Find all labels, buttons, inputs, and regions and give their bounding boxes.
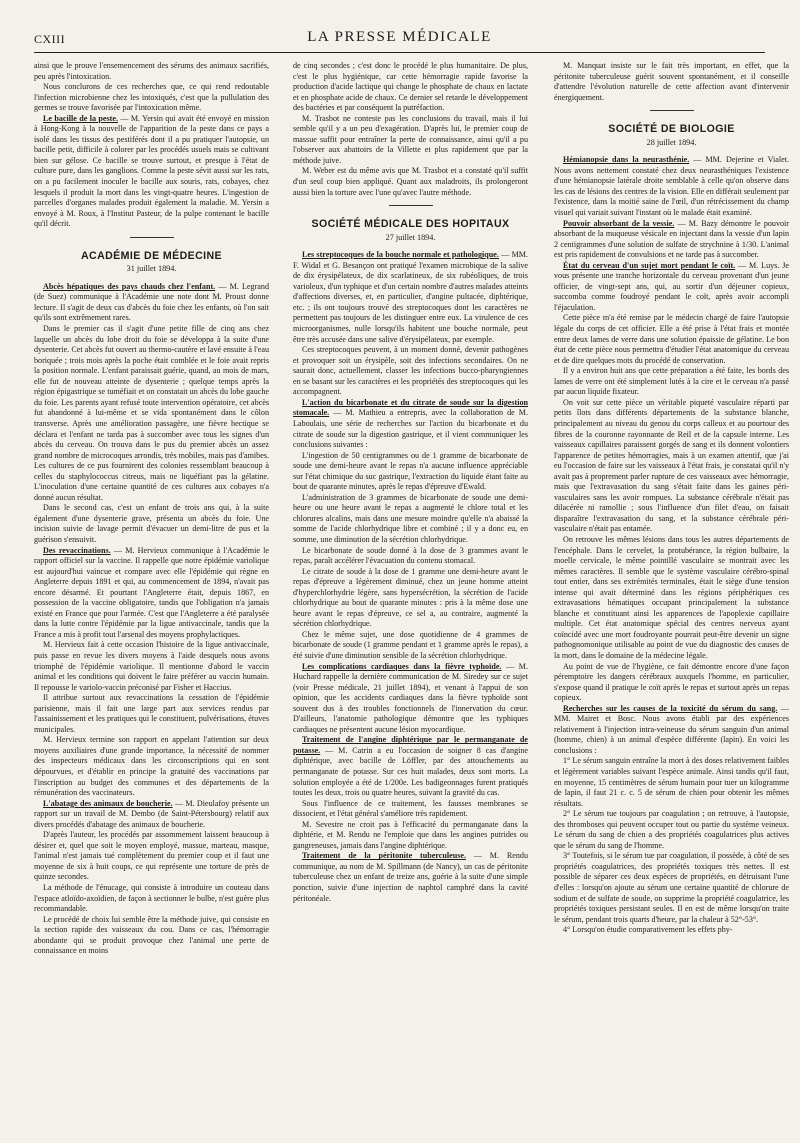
section-date: 28 juillet 1894. xyxy=(646,137,697,147)
article-title: Les streptocoques de la bouche normale et pathologique. xyxy=(302,250,499,260)
section-divider xyxy=(389,205,433,206)
paragraph: Nous conclurons de ces recherches que, ce qui rend redoutable l'infection microbienne chez les intoxiqués, c'est que la pullulation des germes se trouve favorisée par l'intoxication même. xyxy=(34,82,269,113)
paragraph: La méthode de l'énucage, qui consiste à introduire un couteau dans l'espace atloïdo-axoïdien, de façon à sectionner le bulbe, n'est guère plus recommandable. xyxy=(34,883,269,914)
article-hemianopsie xyxy=(554,155,789,218)
paragraph: Cette pièce m'a été remise par le médecin chargé de faire l'autopsie légale du corps de cet officier. Elle a été prise à l'état frais et montée entre deux lames de verre dans une solution épaissie de gélatine. Le bon état de cette pièce nous permettra d'étudier l'état anatomique du cerveau et de dire quelques mots du procédé de conservation. xyxy=(554,313,789,365)
article-body: — MM. Dejerine et Vialet. Nous avons nettement constaté chez deux neurasthéniques l'existence d'une hémianopsie latérale droite semblable à celle qu'on observe dans les cas de lésions des centres de la vision. Elle en différait seulement par l'existence, dans la moitié saine de l'œil, d'un rétrécissement du champ visuel qui variait suivant l'instant où le malade était examiné. xyxy=(554,155,789,218)
article-vessie xyxy=(554,219,789,261)
article-body: — M. Huchard rappelle la dernière communication de M. Siredey sur ce sujet (voir Presse médicale, 21 juillet 1894), et venant à l'appui de son opinion, que les accidents cardiaques dans la fièvre typhoïde sont souvent dus à des troubles fonctionnels de l'innervation du cœur. D'ailleurs, l'anatomie pathologique démontre que les typhiques cardiaques ne présentent aucune lésion myocardique. xyxy=(293,661,528,734)
article-body: — M. Luys. Je vous présente une tranche horizontale du cerveau provenant d'un jeune officier, de vingt-sept ans, qui, au sortir d'un déjeuner copieux, succomba comme foudroyé pendant le coït, après avoir accompli l'éjaculation. xyxy=(554,260,789,312)
column-middle xyxy=(293,61,528,904)
article-abatage xyxy=(34,799,269,831)
paragraph: Ces streptocoques peuvent, à un moment donné, devenir pathogènes et provoquer soit un érysipèle, soit des infections secondaires. On ne saurait donc, actuellement, classer les infections bucco-pharyngiennes en se basant sur les caractères et les propriétés des streptocoques qui les accompagnent. xyxy=(293,345,528,397)
article-title: Des revaccinations. xyxy=(43,545,111,555)
article-body: — M. Rendu communique, au nom de M. Spillmann (de Nancy), un cas de péritonite tuberculeuse chez un enfant de treize ans, guérie à la suite d'une simple ponction, suivie d'une injection de naphtol camphré dans la cavité péritonéale. xyxy=(293,851,529,903)
paragraph: Il y a environ huit ans que cette préparation a été faite, les bords des lames de verre ont été simplement lutés à la cire et le cerveau n'a passé par aucun liquide fixateur. xyxy=(554,366,789,397)
article-body: — M. Catrin a eu l'occasion de soigner 8 cas d'angine diphtérique, avec bacille de Löffler, par des attouchements au permanganate de potasse. Sur ces huit malades, deux sont morts. La solution employée a été de 1/200e. Les badigeonnages furent pratiqués toutes les deux, trois ou quatre heures, suivant la gravité du cas. xyxy=(293,745,528,798)
column-right xyxy=(554,61,789,936)
article-complications xyxy=(293,662,528,736)
section-divider xyxy=(650,110,694,111)
article-body: — MM. F. Widal et G. Besançon ont pratiqué l'examen microbique de la salive de dix érysipélateux, de dix scarlatineux, de six rubéoliques, de trois varioleux, d'un typhique et d'un certain nombre d'autres malades atteints d'affections diverses, et, en particulier, d'angine pultacée, diphtérique, etc. ; ils ont toujours trouvé des streptocoques dont les caractères ne permettent pas toujours de les distinguer entre eux. La virulence de ces microorganismes, nulle lorsqu'ils habitent une bouche normale, peut être très accusée dans une salive d'érysipélateux, par exemple. xyxy=(293,250,528,344)
article-body: — M. Bazy démontre le pouvoir absorbant de la muqueuse vésicale en injectant dans la vessie d'un lapin 2 centigrammes d'une solution de sulfate de strychnine à 1/30. L'animal est pris rapidement de convulsions et ne tarde pas à succomber. xyxy=(554,218,790,260)
paragraph: 2° Le sérum tue toujours par coagulation ; on retrouve, à l'autopsie, des thromboses qui peuvent occuper tout ou partie du système veineux. Le sérum du sang de chien a des propriétés coagulatrices plus actives que le sérum du sang de l'homme. xyxy=(554,809,789,850)
article-body: — M. Yersin qui avait été envoyé en mission à Hong-Kong à la nouvelle de l'apparition de la peste dans ce pays a isolé dans les tissus des pestiférés dont il a pu pratiquer l'autopsie, un bacille petit, difficile à colorer par les procédés usuels mais se cultivant bien sur gélose. Ce bacille se trouve surtout, et presque à l'état de culture pure, dans les ganglions. Comme la peste sévit aussi sur les rats, on a pu facilement inoculer le bacille aux souris, rats, cobayes, chez lesquels il produit la mort dans les vingt-quatre heures. L'ingestion de parcelles d'organes malades produit également la maladie. M. Yersin a envoyé à M. Roux, à l'Institut Pasteur, de la pulpe contenant le bacille qu'il décrit. xyxy=(34,113,269,229)
paragraph: Au point de vue de l'hygiène, ce fait démontre encore d'une façon péremptoire les dangers cérébraux auxquels l'homme, en particulier, s'expose quand il pratique le coït après le repas et surtout après un repas copieux. xyxy=(554,661,789,703)
article-title: Hémianopsie dans la neurasthénie. xyxy=(563,155,690,165)
article-angine xyxy=(293,735,528,798)
article-title: Les complications cardiaques dans la fièvre typhoïde. xyxy=(302,661,502,671)
paragraph: M. Manquat insiste sur le fait très important, en effet, que la péritonite tuberculeuse guérit souvent spontanément, et il conseille d'attendre l'évolution naturelle de cette affection avant d'intervenir énergiquement. xyxy=(554,61,789,102)
paragraph: 3° Toutefois, si le sérum tue par coagulation, il possède, à côté de ses propriétés coagulatrices, des propriétés toxiques très nettes. Il est possible de séparer ces deux espèces de propriétés, en détruisant l'une d'elles : lorsqu'on ajoute au sérum une certaine quantité de chlorure de sodium et de sulfate de soude, on supprime la propriété coagulatrice, les propriétés toxiques persistant seules. Il en est de même lorsqu'on traite le sérum, pendant trois quarts d'heure, par la chaleur à 52°-53°. xyxy=(554,851,789,924)
paragraph: 1° Le sérum sanguin entraîne la mort à des doses relativement faibles et légèrement variables suivant l'espèce animale. Ainsi tandis qu'il faut, en moyenne, 15 centimètres de sérum humain pour tuer un kilogramme de lapin, il faut 21 c. c. 5 de sérum de chien pour obtenir les mêmes résultats. xyxy=(554,756,789,808)
paragraph: Il attribue surtout aux revaccinations la cessation de l'épidémie parisienne, mais il fait une large part aux services rendus par l'assainissement et les pratiques qui le constituent, pulvérisations, étuves municipales. xyxy=(34,693,269,734)
section-date: 27 juillet 1894. xyxy=(385,232,436,242)
article-title: Traitement de l'angine diphtérique par le permanganate de potasse. xyxy=(293,735,528,755)
article-streptocoques xyxy=(293,250,528,345)
paragraph: L'administration de 3 grammes de bicarbonate de soude une demi-heure ou une heure avant le repas a augmenté le chlore total et les chlorures alcalins, mais dans une mesure moindre qu'elle n'a abaissé la somme de l'acide chlorhydrique libre et combiné ; il y a donc eu, en somme, une diminution de la sécrétion chlorhydrique. xyxy=(293,492,528,544)
article-bicarbonate xyxy=(293,398,528,451)
paragraph: Dans le premier cas il s'agit d'une petite fille de cinq ans chez laquelle un abcès du lobe droit du foie se développa à la suite d'une dysenterie. Cet abcès fut ouvert au thermo-cautère et lavé ensuite à l'eau boriquée ; trois mois après la poche était comblée et le foie avait repris la position normale. L'enfant paraissait guérie, quand, au mois de mars, elle fut de nouveau atteinte de dysenterie ; quelque temps après la région épigastrique se tuméfiait et on constatait un abcès du lobe gauche du foie. Les parents ayant refusé toute intervention opératoire, cet abcès fut abandonné à lui-même et se vida spontanément dans le côlon transverse. Après une amélioration passagère, une fièvre hectique se déclara et l'enfant ne tarda pas à succomber avec tous les signes d'un abcès du cerveau. On trouva dans le pus du premier abcès un assez grand nombre de microcoques arrondis, très mobiles, mais pas d'amibes. Les cultures de ce pus fournirent des colonies ressemblant beaucoup à celles du staphylococcus citreus, mais ne liquéfiant pas la gélatine. L'inoculation d'une certaine quantité de ces cultures aux cobayes n'a donné aucun résultat. xyxy=(34,324,269,502)
column-left xyxy=(34,61,269,957)
section-title: SOCIÉTÉ MÉDICALE DES HOPITAUX xyxy=(311,218,510,231)
paragraph: M. Trasbot ne conteste pas les conclusions du travail, mais il lui semble qu'il y a un peu d'exagération. D'après lui, le premier coup de massue suffit pour entraîner la perte de connaissance, ainsi qu'il a pu l'observer aux abattoirs de la Villette et plus rapidement que par la méthode juive. xyxy=(293,113,528,165)
paragraph: de cinq secondes ; c'est donc le procédé le plus humanitaire. De plus, c'est le plus hygiénique, car cette hémorragie rapide favorise la production d'acide lactique qui change le phosphate de chaux en lactate et en phosphate acide de chaux. Ce dernier sel retarde le développement des bactéries et par conséquent la putréfaction. xyxy=(293,61,528,113)
article-yersin xyxy=(34,114,269,230)
page-header xyxy=(34,29,765,51)
paragraph: Chez le même sujet, une dose quotidienne de 4 grammes de bicarbonate de soude (1 gramme pendant et 1 gramme après le repas), a été suivie d'une diminution sensible de la sécrétion chlorhydrique. xyxy=(293,629,528,660)
paragraph: D'après l'auteur, les procédés par assommement laissent beaucoup à désirer et, quel que soit le moyen employé, massue, marteau, masque, l'animal n'est jamais tué complètement du premier coup et il faut une moyenne de six à huit coups, ce qui représente une torture de près de quinze secondes. xyxy=(34,830,269,882)
paragraph: M. Sevestre ne croit pas à l'efficacité du permanganate dans la diphtérie, et M. Rendu ne l'emploie que dans les angines putrides ou gangreneuses, jamais dans l'angine diphtérique. xyxy=(293,819,528,850)
article-toxicite xyxy=(554,704,789,757)
paragraph: 4° Lorsqu'on étudie comparativement les effets phy- xyxy=(563,925,733,935)
article-title: Pouvoir absorbant de la vessie. xyxy=(563,218,675,228)
journal-title: LA PRESSE MÉDICALE xyxy=(307,29,492,45)
article-title: Le bacille de la peste. xyxy=(43,113,118,123)
article-title: L'abatage des animaux de boucherie. xyxy=(43,798,173,808)
paragraph: M. Hervieux fait à cette occasion l'histoire de la ligue antivaccinale, puis passe en revue les divers moyens à l'aide desquels nous avons triomphé de l'épidémie variolique. Il mentionne d'abord le vaccin animal et les conditions qui doivent le faire préférer au vaccin humain. Il repousse le variolo-vaccin préconisé par Fisher et Haccius. xyxy=(34,640,269,692)
paragraph: M. Hervieux termine son rapport en appelant l'attention sur deux moyens auxiliaires d'une grande importance, la nécessité de nommer des inspecteurs médicaux dans les circonscriptions qui en sont dépourvues, et d'établir en principe la gratuité des vaccinations par l'inscription au budget des communes et des départements de la rémunération des vaccinateurs. xyxy=(34,735,269,798)
article-title: Abcès hépatiques des pays chauds chez l'enfant. xyxy=(43,281,216,291)
paragraph: On voit sur cette pièce un véritable piqueté vasculaire réparti par petits îlots dans différents départements de la substance blanche, principalement au niveau du genou du corps calleux et au pourtour des fibres de la couronne rayonnante de Reil et de la capsule interne. Les vaisseaux capillaires paraissent gorgés de sang et ils donnent volontiers l'apparence de petites hémorragies, mais à un examen attentif, que j'ai eu l'occasion de faire sur les vaisseaux à l'état frais, je constatai qu'il n'y avait pas à proprement parler rupture de ces vaisseaux avec hémorragie, mais que l'extravasation du sang s'était faite dans les gaines péri-vasculaires sans les avoir rompues. La substance cérébrale n'était pas dilacérée ni ramollie ; sous l'influence d'un filet d'eau, on faisait disparaître l'extravasation du sang, et la substance cérébrale péri-vasculaire n'était pas entamée. xyxy=(554,397,789,534)
article-body: — MM. Mairet et Bosc. Nous avons établi par des expériences relativement à l'injection intra-veineuse du sérum sanguin d'un animal (homme, chien) à un animal d'espèce différente (lapin). En voici les conclusions : xyxy=(554,703,789,755)
article-title: État du cerveau d'un sujet mort pendant le coït. xyxy=(563,260,736,270)
header-rule xyxy=(34,52,765,53)
section-title: SOCIÉTÉ DE BIOLOGIE xyxy=(608,123,735,136)
article-body: — M. Dieulafoy présente un rapport sur un travail de M. Dembo (de Saint-Pétersbourg) relatif aux divers procédés d'abatage des animaux de boucherie. xyxy=(34,798,269,829)
article-abces xyxy=(34,282,269,324)
article-body: — M. Legrand (de Suez) communique à l'Académie une note dont M. Proust donne lecture. Il s'agit de deux cas d'abcès du foie chez les enfants, où l'on sait qu'ils sont extrêmement rares. xyxy=(34,281,269,323)
section-date: 31 juillet 1894. xyxy=(126,264,177,274)
section-title: ACADÉMIE DE MÉDECINE xyxy=(80,249,223,262)
paragraph: Dans le second cas, c'est un enfant de trois ans qui, à la suite également d'une dysenterie grave, présenta un abcès du foie. Une incision suivie de lavage permit d'évacuer un demi-litre de pus et la guérison s'ensuivit. xyxy=(34,503,269,544)
paragraph: M. Weber est du même avis que M. Trasbot et a constaté qu'il suffit d'un seul coup bien appliqué. Quant aux maladroits, ils prolongeront aussi bien la torture avec l'une qu'avec l'autre méthode. xyxy=(293,166,528,197)
article-title: Traitement de la péritonite tuberculeuse. xyxy=(302,851,466,861)
paragraph: ainsi que le prouve l'ensemencement des sérums des animaux sacrifiés, peu après l'intoxication. xyxy=(34,61,269,81)
section-divider xyxy=(130,237,174,238)
paragraph: On retrouve les mêmes lésions dans tous les autres départements de l'encéphale. Dans le cervelet, la protubérance, la région bulbaire, la moelle cervicale, le même pointillé vasculaire se montrait avec les mêmes caractères. Il semble que le système vasculaire cérébro-spinal tout entier, dans ses extrémités terminales, était le siège d'une tension intense qui avait déterminé dans les régions périphériques ces extravasations hématiques occupant principalement la substance blanche et constituant ainsi les apparences de l'apoplexie capillaire multiple. Cet état anatomique spécial des centres nerveux ayant coïncidé avec une mort foudroyante pourrait peut-être devenir un signe pathognomonique utilisable au point de vue du diagnostic des causes de la mort, dans le domaine de la médecine légale. xyxy=(554,534,789,660)
page-number: CXIII xyxy=(34,32,66,46)
paragraph: Le procédé de choix lui semble être la méthode juive, qui consiste en la section rapide des vaisseaux du cou. Dans ce cas, l'hémorragie abondante qui se produit provoque chez l'animal une perte de connaissance en moins xyxy=(34,914,269,956)
article-body: — M. Mathieu a entrepris, avec la collaboration de M. Laboulais, une série de recherches sur l'action du bicarbonate et du citrate de soude sur la digestion gastrique, et il vient communiquer les conclusions suivantes : xyxy=(293,408,528,450)
paragraph: Sous l'influence de ce traitement, les fausses membranes se dissocient, et l'état général s'améliore très rapidement. xyxy=(293,798,528,819)
article-revaccinations xyxy=(34,546,269,641)
article-cerveau xyxy=(554,261,789,314)
paragraph: L'ingestion de 50 centigrammes ou de 1 gramme de bicarbonate de soude une demi-heure avant le repas n'a aucune influence appréciable sur l'état chimique du suc gastrique, l'extraction du liquide étant faite au bout de quarante minutes, après le repas d'épreuve d'Ewald. xyxy=(293,450,528,492)
article-body: — M. Hervieux communique à l'Académie le rapport officiel sur la vaccine. Il rappelle que notre épidémie variolique est aujourd'hui vaincue et compare avec elle l'épidémie qui règne en Angleterre depuis 1891 et qui, au commencement de 1894, n'avait pas encore désarmé. Et pourtant l'Angleterre était, depuis 1867, en possession de la vaccine obligatoire, tandis que l'obligation n'a jamais existé en France que pour l'armée. C'est que l'Angleterre a été paralysée dans la lutte contre l'épidémie par la ligue antivaccinale, tandis que la France a mis à profit tout l'arsenal des moyens prophylactiques. xyxy=(34,545,269,639)
article-title: L'action du bicarbonate et du citrate de soude sur la digestion stomacale. xyxy=(293,397,528,418)
article-peritonite xyxy=(293,851,528,904)
article-title: Recherches sur les causes de la toxicité du sérum du sang. xyxy=(563,703,778,713)
paragraph: Le citrate de soude à la dose de 1 gramme une demi-heure avant le repas d'épreuve a légèrement diminué, chez un jeune homme atteint d'hyperchlorhydrie légère, sans hypersécrétion, la sécrétion de l'acide chlorhydrique au bout de quarante minutes : pris à la même dose une heure avant le repas d'épreuve, ce sel a, au contraire, augmenté la sécrétion chlorhydrique. xyxy=(293,566,528,629)
paragraph: Le bicarbonate de soude donné à la dose de 3 grammes avant le repas, paraît accélérer l'évacuation du contenu stomacal. xyxy=(293,545,528,566)
